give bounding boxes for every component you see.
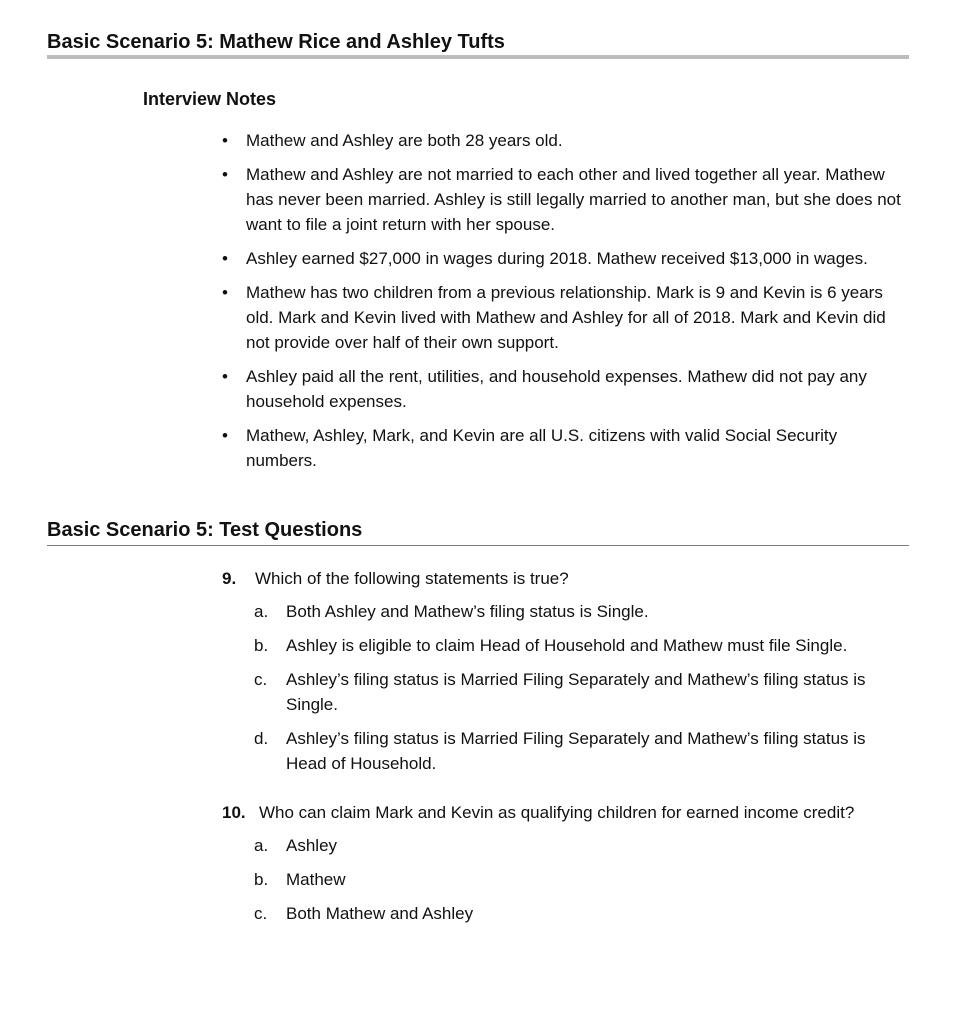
note-item: [222, 280, 902, 355]
note-item: [222, 246, 902, 271]
title-divider: [47, 55, 909, 59]
answer-option[interactable]: [222, 667, 902, 717]
question-9: [222, 566, 902, 785]
answer-option[interactable]: [222, 726, 902, 776]
bullet-icon: •: [222, 165, 228, 184]
option-text: Ashley’s filing status is Married Filing Separately and Mathew’s filing status is Head of Household.: [286, 729, 866, 773]
question-text: Who can claim Mark and Kevin as qualifying children for earned income credit?: [259, 803, 855, 822]
answer-option[interactable]: [222, 599, 902, 624]
test-questions-heading: Basic Scenario 5: Test Questions: [47, 519, 363, 541]
note-text: Ashley earned $27,000 in wages during 2018. Mathew received $13,000 in wages.: [246, 249, 868, 268]
questions-divider: [47, 545, 909, 546]
bullet-icon: •: [222, 131, 228, 150]
option-text: Both Mathew and Ashley: [286, 904, 474, 923]
question-number: 10.: [222, 803, 246, 822]
bullet-icon: •: [222, 426, 228, 445]
answer-option[interactable]: [222, 867, 902, 892]
option-letter: a.: [254, 602, 269, 621]
option-text: Mathew: [286, 870, 346, 889]
answer-option[interactable]: [222, 833, 902, 858]
option-letter: b.: [254, 870, 269, 889]
note-item: [222, 423, 902, 473]
option-letter: b.: [254, 636, 269, 655]
option-letter: a.: [254, 836, 269, 855]
note-text: Ashley paid all the rent, utilities, and household expenses. Mathew did not pay any household expenses.: [246, 367, 867, 411]
bullet-icon: •: [222, 283, 228, 302]
answer-options: [222, 599, 902, 776]
option-letter: d.: [254, 729, 269, 748]
interview-notes-heading: Interview Notes: [143, 89, 277, 109]
option-letter: c.: [254, 904, 268, 923]
note-text: Mathew, Ashley, Mark, and Kevin are all U.S. citizens with valid Social Security numbers.: [246, 426, 838, 470]
scenario-title: Basic Scenario 5: Mathew Rice and Ashley Tufts: [47, 31, 505, 53]
note-item: [222, 162, 902, 237]
note-item: [222, 128, 902, 153]
note-text: Mathew and Ashley are not married to each other and lived together all year. Mathew has never been married. Ashley is still legally married to another man, but she does not want to file a joint return with her spouse.: [246, 165, 901, 234]
bullet-icon: •: [222, 367, 228, 386]
question-10: [222, 800, 902, 935]
option-text: Both Ashley and Mathew’s filing status is Single.: [286, 602, 649, 621]
option-letter: c.: [254, 670, 268, 689]
interview-notes-list: [222, 128, 902, 482]
answer-option[interactable]: [222, 901, 902, 926]
option-text: Ashley: [286, 836, 338, 855]
note-text: Mathew and Ashley are both 28 years old.: [246, 131, 563, 150]
answer-options: [222, 833, 902, 926]
note-text: Mathew has two children from a previous relationship. Mark is 9 and Kevin is 6 years old. Mark and Kevin lived with Mathew and Ashley for all of 2018. Mark and Kevin did not provide over half of their own support.: [246, 283, 886, 352]
question-text: Which of the following statements is true?: [255, 569, 569, 588]
bullet-icon: •: [222, 249, 228, 268]
option-text: Ashley is eligible to claim Head of Household and Mathew must file Single.: [286, 636, 848, 655]
answer-option[interactable]: [222, 633, 902, 658]
option-text: Ashley’s filing status is Married Filing Separately and Mathew’s filing status is Single.: [286, 670, 866, 714]
note-item: [222, 364, 902, 414]
question-number: 9.: [222, 569, 237, 588]
